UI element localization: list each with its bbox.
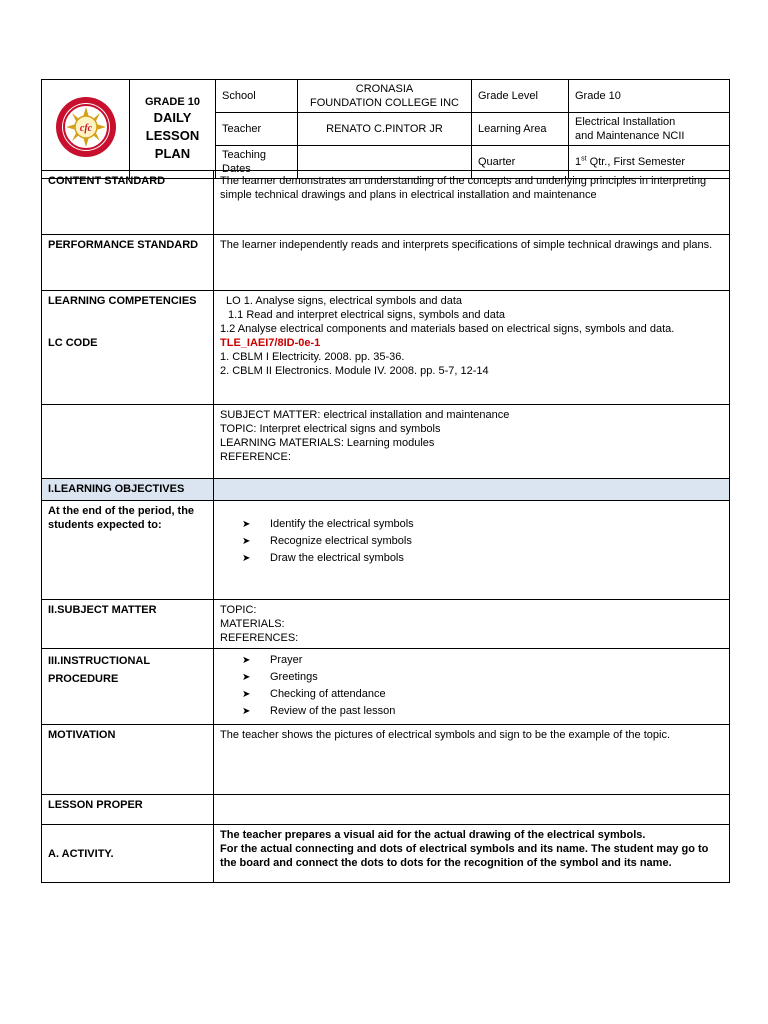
- lc-code-label: LC CODE: [48, 337, 98, 349]
- arrow-bullet-icon: ➤: [242, 536, 251, 547]
- objectives-row: [42, 501, 730, 600]
- grade-level-value-text: Grade 10: [575, 90, 621, 102]
- arrow-bullet-icon: ➤: [242, 706, 251, 717]
- subject-line-3: LEARNING MATERIALS: Learning modules: [220, 437, 435, 449]
- arrow-bullet-icon: ➤: [242, 672, 251, 683]
- teacher-label: [216, 113, 298, 146]
- lesson-proper-empty: [214, 795, 730, 825]
- school-logo: [54, 95, 118, 159]
- competencies-label-cell: [42, 291, 214, 405]
- competencies-row: [42, 291, 730, 405]
- dates-label-line1: Teaching: [222, 149, 267, 161]
- sm-topic: TOPIC:: [220, 604, 257, 616]
- subject-block-content: [214, 405, 730, 479]
- procedure-text: Checking of attendance: [270, 688, 386, 700]
- arrow-bullet-icon: ➤: [242, 655, 251, 666]
- school-label-text: School: [222, 90, 256, 102]
- competency-item-1: 1.1 Read and interpret electrical signs, symbols and data: [228, 309, 505, 321]
- subject-line-1: SUBJECT MATTER: electrical installation and maintenance: [220, 409, 510, 421]
- quarter-label-text: Quarter: [478, 156, 516, 168]
- dates-label-line2: Dates: [222, 163, 251, 175]
- school-label: [216, 80, 298, 113]
- procedure-text: Prayer: [270, 654, 303, 666]
- teacher-value: [298, 113, 472, 146]
- procedure-list: [220, 652, 723, 720]
- school-value: [298, 80, 472, 113]
- competency-item-2: 1.2 Analyse electrical components and materials based on electrical signs, symbols and data.: [220, 323, 675, 335]
- content-standard-row: [42, 171, 730, 235]
- procedure-text: Greetings: [270, 671, 318, 683]
- sm-materials: MATERIALS:: [220, 618, 285, 630]
- list-item: [242, 516, 723, 533]
- grade-level-value: [569, 80, 730, 113]
- activity-content: [214, 825, 730, 883]
- list-item: [242, 703, 723, 720]
- objectives-list: [220, 516, 723, 567]
- learning-area-label-text: Learning Area: [478, 123, 547, 135]
- activity-line-2: For the actual connecting and dots of electrical symbols and its name. The student may go to the board and connect the dots to dots for the recognition of the symbol and its name.: [220, 843, 709, 869]
- list-item: [242, 550, 723, 567]
- subject-matter-row: [42, 600, 730, 649]
- grade-level-label-text: Grade Level: [478, 90, 538, 102]
- performance-standard-text: The learner independently reads and interprets specifications of simple technical drawings and plans.: [214, 235, 730, 291]
- procedure-label-1: III.INSTRUCTIONAL: [48, 655, 151, 667]
- subject-block-row: [42, 405, 730, 479]
- objective-text: Recognize electrical symbols: [270, 535, 412, 547]
- subject-matter-content: [214, 600, 730, 649]
- objectives-header-row: [42, 479, 730, 501]
- subject-line-4: REFERENCE:: [220, 451, 291, 463]
- learning-area-line2: and Maintenance NCII: [575, 130, 685, 142]
- procedure-list-cell: [214, 649, 730, 725]
- subject-line-2: TOPIC: Interpret electrical signs and symbols: [220, 423, 441, 435]
- teacher-value-text: RENATO C.PINTOR JR: [326, 123, 443, 135]
- quarter-rest: Qtr., First Semester: [586, 156, 685, 168]
- dlp-title-cell: [130, 80, 216, 179]
- arrow-bullet-icon: ➤: [242, 519, 251, 530]
- objectives-label: I.LEARNING OBJECTIVES: [42, 479, 214, 501]
- competencies-label: LEARNING COMPETENCIES: [48, 295, 197, 307]
- content-standard-text: The learner demonstrates an understanding of the concepts and underlying principles in interpreting simple technical drawings and plans in electrical installation and maintenance: [214, 171, 730, 235]
- arrow-bullet-icon: ➤: [242, 689, 251, 700]
- objective-text: Identify the electrical symbols: [270, 518, 414, 530]
- procedure-text: Review of the past lesson: [270, 705, 396, 717]
- grade-level-label: [472, 80, 569, 113]
- activity-row: [42, 825, 730, 883]
- objectives-intro: At the end of the period, the students expected to:: [42, 501, 214, 600]
- competencies-content: [214, 291, 730, 405]
- dlp-line3: PLAN: [154, 146, 191, 161]
- performance-standard-row: [42, 235, 730, 291]
- quarter-num: 1: [575, 156, 582, 168]
- objectives-list-cell: [214, 501, 730, 600]
- arrow-bullet-icon: ➤: [242, 553, 251, 564]
- school-value-line1: CRONASIA: [355, 83, 414, 95]
- objective-text: Draw the electrical symbols: [270, 552, 404, 564]
- header-table: [41, 79, 730, 179]
- learning-area-line1: Electrical Installation: [575, 116, 676, 128]
- motivation-label: MOTIVATION: [42, 725, 214, 795]
- activity-line-1: The teacher prepares a visual aid for the actual drawing of the electrical symbols.: [220, 829, 646, 841]
- procedure-row: [42, 649, 730, 725]
- lo-text: LO 1. Analyse signs, electrical symbols and data: [226, 295, 463, 307]
- list-item: [242, 669, 723, 686]
- procedure-label-2: PROCEDURE: [48, 673, 119, 685]
- lesson-proper-label: LESSON PROPER: [42, 795, 214, 825]
- lc-code-value: TLE_IAEI7/8ID-0e-1: [220, 337, 321, 349]
- lesson-plan-table: [41, 170, 730, 883]
- lesson-proper-row: [42, 795, 730, 825]
- procedure-label-cell: [42, 649, 214, 725]
- performance-standard-label: PERFORMANCE STANDARD: [42, 235, 214, 291]
- school-value-line2: FOUNDATION COLLEGE INC: [310, 97, 459, 109]
- dlp-line2: LESSON: [145, 128, 200, 143]
- list-item: [242, 686, 723, 703]
- objectives-header-empty: [214, 479, 730, 501]
- dlp-line1: DAILY: [153, 110, 192, 125]
- reference-1: 1. CBLM I Electricity. 2008. pp. 35-36.: [220, 351, 405, 363]
- teacher-label-text: Teacher: [222, 123, 262, 135]
- list-item: [242, 533, 723, 550]
- quarter-sup: st: [581, 155, 587, 163]
- logo-cell: [42, 80, 130, 179]
- list-item: [242, 652, 723, 669]
- subject-block-empty: [42, 405, 214, 479]
- grade-label: GRADE 10: [144, 96, 201, 108]
- content-standard-label: CONTENT STANDARD: [42, 171, 214, 235]
- subject-matter-label: II.SUBJECT MATTER: [42, 600, 214, 649]
- logo-monogram: cfc: [79, 123, 92, 134]
- sm-references: REFERENCES:: [220, 632, 299, 644]
- motivation-text: The teacher shows the pictures of electrical symbols and sign to be the example of the topic.: [214, 725, 730, 795]
- reference-2: 2. CBLM II Electronics. Module IV. 2008. pp. 5-7, 12-14: [220, 365, 489, 377]
- motivation-row: [42, 725, 730, 795]
- learning-area-value: [569, 113, 730, 146]
- learning-area-label: [472, 113, 569, 146]
- activity-label: A. ACTIVITY.: [42, 825, 214, 883]
